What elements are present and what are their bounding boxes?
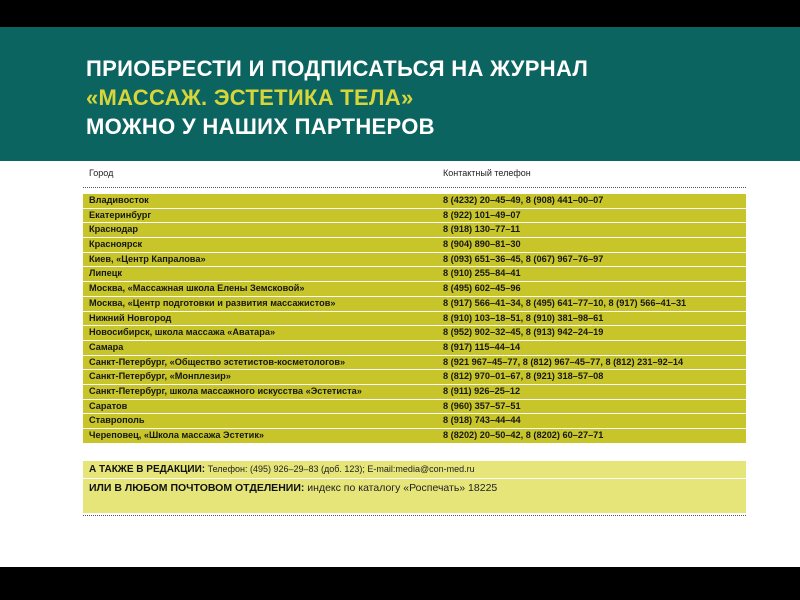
divider bbox=[83, 187, 746, 188]
table-header bbox=[83, 164, 746, 186]
phone-cell: 8 (921 967–45–77, 8 (812) 967–45–77, 8 (812) 231–92–14 bbox=[443, 356, 684, 367]
city-cell: Самара bbox=[89, 341, 124, 352]
heading-line-1: ПРИОБРЕСТИ И ПОДПИСАТЬСЯ НА ЖУРНАЛ bbox=[86, 56, 589, 81]
divider bbox=[83, 515, 746, 516]
table-row bbox=[83, 356, 746, 371]
table-row bbox=[83, 253, 746, 268]
phone-cell: 8 (4232) 20–45–49, 8 (908) 441–00–07 bbox=[443, 195, 604, 205]
phone-cell: 8 (917) 115–44–14 bbox=[443, 341, 521, 352]
city-cell: Нижний Новгород bbox=[89, 312, 172, 323]
city-cell: Санкт-Петербург, «Монплезир» bbox=[89, 371, 231, 382]
table-row bbox=[83, 385, 746, 400]
post-office-row bbox=[83, 479, 746, 513]
heading-line-2: «МАССАЖ. ЭСТЕТИКА ТЕЛА» bbox=[86, 85, 414, 110]
column-header-city: Город bbox=[89, 168, 114, 178]
table-row bbox=[83, 326, 746, 341]
city-cell: Череповец, «Школа массажа Эстетик» bbox=[89, 430, 265, 440]
table-body bbox=[83, 194, 746, 444]
city-cell: Ставрополь bbox=[89, 415, 145, 426]
table-row bbox=[83, 282, 746, 297]
city-cell: Санкт-Петербург, «Общество эстетистов-косметологов» bbox=[89, 356, 346, 367]
column-header-phone: Контактный телефон bbox=[443, 168, 531, 178]
city-cell: Новосибирск, школа массажа «Аватара» bbox=[89, 327, 276, 338]
post-office-text: индекс по каталогу «Роспечать» 18225 bbox=[307, 482, 498, 494]
phone-cell: 8 (917) 566–41–34, 8 (495) 641–77–10, 8 (917) 566–41–31 bbox=[443, 297, 687, 308]
editorial-text: Телефон: (495) 926–29–83 (доб. 123); E-mail:media@con-med.ru bbox=[207, 464, 475, 474]
phone-cell: 8 (904) 890–81–30 bbox=[443, 239, 521, 250]
table-row bbox=[83, 238, 746, 253]
phone-cell: 8 (922) 101–49–07 bbox=[443, 209, 521, 220]
city-cell: Красноярск bbox=[89, 239, 143, 250]
phone-cell: 8 (812) 970–01–67, 8 (921) 318–57–08 bbox=[443, 371, 604, 382]
city-cell: Москва, «Массажная школа Елены Земсковой» bbox=[89, 283, 305, 294]
table-row bbox=[83, 209, 746, 224]
city-cell: Липецк bbox=[89, 268, 122, 279]
phone-cell: 8 (910) 103–18–51, 8 (910) 381–98–61 bbox=[443, 312, 604, 323]
post-office-label: ИЛИ В ЛЮБОМ ПОЧТОВОМ ОТДЕЛЕНИИ: bbox=[89, 482, 305, 494]
table-row bbox=[83, 312, 746, 327]
phone-cell: 8 (093) 651–36–45, 8 (067) 967–76–97 bbox=[443, 253, 604, 264]
phone-cell: 8 (910) 255–84–41 bbox=[443, 268, 521, 279]
table-row bbox=[83, 400, 746, 415]
phone-cell: 8 (495) 602–45–96 bbox=[443, 283, 521, 294]
editorial-label: А ТАКЖЕ В РЕДАКЦИИ: bbox=[89, 464, 206, 475]
phone-cell: 8 (952) 902–32–45, 8 (913) 942–24–19 bbox=[443, 327, 604, 338]
phone-cell: 8 (960) 357–57–51 bbox=[443, 400, 521, 411]
table-row bbox=[83, 194, 746, 209]
table-row bbox=[83, 370, 746, 385]
table-row bbox=[83, 341, 746, 356]
table-row bbox=[83, 223, 746, 238]
heading-line-3: МОЖНО У НАШИХ ПАРТНЕРОВ bbox=[86, 114, 435, 139]
city-cell: Киев, «Центр Капралова» bbox=[89, 253, 206, 264]
table-row bbox=[83, 297, 746, 312]
editorial-row bbox=[83, 461, 746, 478]
phone-cell: 8 (8202) 20–50–42, 8 (8202) 60–27–71 bbox=[443, 430, 604, 440]
table-row bbox=[83, 267, 746, 282]
slide bbox=[0, 27, 800, 567]
header-banner bbox=[0, 27, 800, 161]
table-row bbox=[83, 429, 746, 444]
city-cell: Саратов bbox=[89, 400, 128, 411]
city-cell: Москва, «Центр подготовки и развития массажистов» bbox=[89, 297, 336, 308]
phone-cell: 8 (918) 130–77–11 bbox=[443, 224, 521, 235]
table-row bbox=[83, 414, 746, 429]
city-cell: Владивосток bbox=[89, 195, 149, 205]
city-cell: Краснодар bbox=[89, 224, 139, 235]
city-cell: Санкт-Петербург, школа массажного искусства «Эстетиста» bbox=[89, 385, 362, 396]
partners-table bbox=[83, 164, 746, 514]
phone-cell: 8 (918) 743–44–44 bbox=[443, 415, 521, 426]
phone-cell: 8 (911) 926–25–12 bbox=[443, 385, 521, 396]
city-cell: Екатеринбург bbox=[89, 209, 152, 220]
